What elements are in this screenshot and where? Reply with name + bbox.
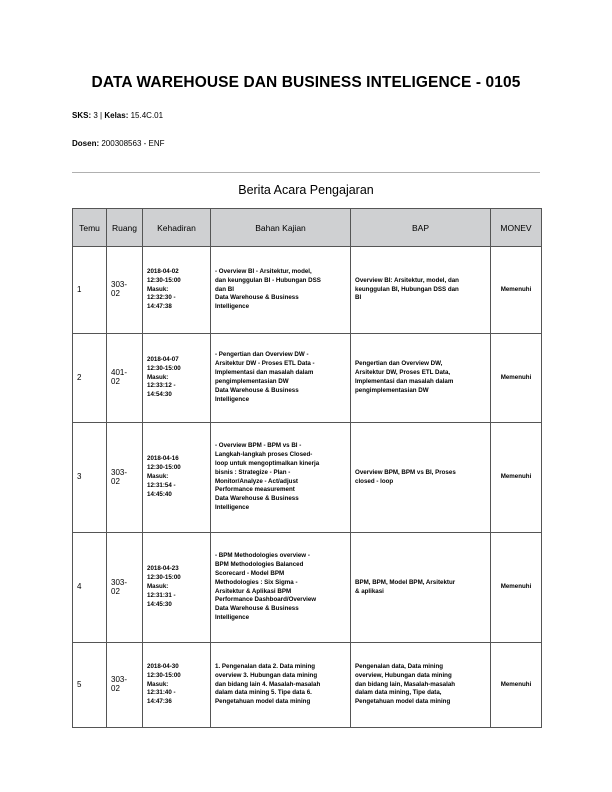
cell-kehadiran-line: 12:31:40 - [147,689,176,697]
kelas-value: 15.4C.01 [130,111,164,120]
cell-ruang-line: 303- [111,281,128,290]
cell-bahan-kajian-line: Monitor/Analyze - Act/adjust [215,477,298,485]
cell-bahan-kajian-line: - BPM Methodologies overview - [215,551,310,559]
cell-bahan-kajian-line: pengimplementasian DW [215,378,289,385]
cell-bahan-kajian-line: loop untuk mengoptimalkan kinerja [215,459,320,467]
cell-kehadiran-line: Masuk: [147,473,169,481]
cell-ruang-line: 02 [111,477,120,486]
cell-bap [351,423,491,533]
table-row [73,533,542,643]
header-ruang: Ruang [107,209,143,247]
cell-kehadiran [143,423,211,533]
section-title: Berita Acara Pengajaran [238,183,374,197]
cell-bap-line: Pengenalan data, Data mining [355,662,444,670]
cell-temu: 4 [73,533,107,643]
cell-kehadiran-line: 2018-04-16 [147,455,179,463]
cell-monev: Memenuhi [491,643,542,728]
cell-ruang-line: 401- [111,369,128,378]
cell-ruang-line: 303- [111,676,128,685]
cell-kehadiran-line: 12:33:12 - [147,382,176,390]
cell-ruang-line: 02 [111,685,120,693]
cell-ruang-line: 02 [111,378,120,386]
cell-bap-line: Overview BI: Arsitektur, model, dan [355,276,459,284]
kelas-label: Kelas: [104,111,129,120]
table-row [73,643,542,728]
cell-temu: 3 [73,423,107,533]
cell-bap [351,334,491,423]
course-meta-sks-kelas [72,111,163,120]
cell-bahan-kajian-line: Intelligence [215,614,250,622]
teaching-record-table [72,208,542,728]
cell-bahan-kajian [211,533,351,643]
cell-bap-line: & aplikasi [355,587,384,595]
course-title: DATA WAREHOUSE DAN BUSINESS INTELIGENCE - 0105 [91,74,521,91]
cell-bahan-kajian-line: dalam data mining 5. Tipe data 6. [215,689,312,697]
cell-kehadiran-line: 2018-04-02 [147,267,179,275]
cell-bahan-kajian-line: dan bidang lain 4. Masalah-masalah [215,680,321,688]
cell-kehadiran-line: 14:54:30 [147,391,172,399]
cell-bap-line: dan bidang lain, Masalah-masalah [355,680,456,688]
cell-ruang-line: 303- [111,578,128,587]
sks-label: SKS: [72,111,92,120]
divider [72,172,540,173]
cell-kehadiran-line: 14:45:40 [147,490,172,498]
cell-kehadiran [143,334,211,423]
cell-kehadiran-line: Masuk: [147,680,169,688]
cell-kehadiran [143,643,211,728]
dosen-label: Dosen: [72,139,100,148]
cell-bahan-kajian-line: Langkah-langkah proses Closed- [215,450,313,458]
cell-bap-line: Pengertian dan Overview DW, [355,360,443,368]
cell-bahan-kajian [211,423,351,533]
cell-kehadiran-line: 14:45:30 [147,600,172,608]
cell-bahan-kajian-line: Performance measurement [215,486,295,494]
sks-value: 3 [93,111,98,120]
cell-temu: 2 [73,334,107,423]
cell-ruang-line: 303- [111,468,128,477]
cell-bahan-kajian-line: dan keunggulan BI - Hubungan DSS [215,276,321,284]
cell-bahan-kajian-line: 1. Pengenalan data 2. Data mining [215,662,316,670]
cell-kehadiran-line: Masuk: [147,373,169,381]
cell-bahan-kajian-line: Implementasi dan masalah dalam [215,369,314,377]
table-row [73,334,542,423]
cell-bahan-kajian [211,247,351,334]
cell-temu: 1 [73,247,107,334]
cell-bahan-kajian-line: Arsitektur DW - Proses ETL Data - [215,360,315,368]
table-row [73,423,542,533]
cell-kehadiran-line: 12:31:31 - [147,591,176,599]
cell-bap [351,533,491,643]
cell-bap-line: Implementasi dan masalah dalam [355,378,454,385]
cell-bap-line: dalam data mining, Tipe data, [355,689,442,697]
cell-bahan-kajian [211,643,351,728]
cell-bahan-kajian-line: - Pengertian dan Overview DW - [215,351,309,359]
cell-bahan-kajian-line: overview 3. Hubungan data mining [215,671,318,679]
cell-bahan-kajian-line: BPM Methodologies Balanced [215,560,304,568]
dosen-value: 200308563 - ENF [101,139,165,148]
cell-monev: Memenuhi [491,334,542,423]
cell-bahan-kajian-line: - Overview BI - Arsitektur, model, [215,267,312,275]
cell-bahan-kajian-line: Pengetahuan model data mining [215,698,311,706]
course-meta-dosen [72,139,165,148]
cell-monev: Memenuhi [491,247,542,334]
cell-bap-line: Pengetahuan model data mining [355,698,451,706]
cell-kehadiran-line: 12:30-15:00 [147,671,181,679]
cell-kehadiran-line: 12:30-15:00 [147,464,181,472]
cell-bap-line: Arsitektur DW, Proses ETL Data, [355,369,451,377]
cell-bap-line: BPM, BPM, Model BPM, Arsitektur [355,578,456,586]
cell-kehadiran [143,533,211,643]
cell-bahan-kajian-line: Data Warehouse & Business [215,294,299,302]
cell-bahan-kajian-line: Performance Dashboard/Overview [215,596,317,604]
table-row [73,247,542,334]
cell-bahan-kajian-line: Scorecard - Model BPM [215,569,285,577]
cell-monev: Memenuhi [491,533,542,643]
cell-bap [351,247,491,334]
table-header-row [73,209,542,247]
header-kehadiran: Kehadiran [143,209,211,247]
cell-bap-line: BI [355,294,362,302]
cell-ruang-line: 02 [111,587,120,596]
header-bahan-kajian: Bahan Kajian [211,209,351,247]
cell-bahan-kajian-line: Data Warehouse & Business [215,386,299,394]
cell-bahan-kajian-line: Data Warehouse & Business [215,495,299,503]
cell-bahan-kajian-line: Data Warehouse & Business [215,605,299,613]
cell-bap-line: closed - loop [355,477,394,485]
cell-bahan-kajian-line: Intelligence [215,303,250,311]
cell-kehadiran-line: 14:47:38 [147,303,172,311]
cell-kehadiran-line: 14:47:36 [147,698,172,706]
header-monev: MONEV [491,209,542,247]
cell-kehadiran-line: Masuk: [147,285,169,293]
cell-ruang [107,423,143,533]
header-temu: Temu [73,209,107,247]
cell-bap-line: Overview BPM, BPM vs BI, Proses [355,468,456,476]
cell-bahan-kajian-line: dan BI [215,285,234,293]
cell-kehadiran-line: 12:31:54 - [147,481,176,489]
cell-kehadiran-line: 12:30-15:00 [147,364,181,372]
cell-ruang [107,533,143,643]
cell-bahan-kajian-line: Intelligence [215,395,250,403]
cell-kehadiran-line: Masuk: [147,583,169,591]
cell-bap-line: pengimplementasian DW [355,386,429,394]
cell-ruang [107,643,143,728]
table-body [73,247,542,728]
cell-bahan-kajian [211,334,351,423]
cell-ruang-line: 02 [111,290,120,298]
cell-bap-line: keunggulan BI, Hubungan DSS dan [355,285,459,293]
cell-kehadiran-line: 2018-04-07 [147,355,179,363]
cell-kehadiran-line: 12:30-15:00 [147,276,181,284]
cell-bahan-kajian-line: Intelligence [215,504,250,512]
cell-bahan-kajian-line: - Overview BPM - BPM vs BI - [215,441,302,449]
cell-bap [351,643,491,728]
cell-bahan-kajian-line: Methodologies : Six Sigma - [215,578,298,586]
meta-separator: | [100,111,103,120]
cell-kehadiran-line: 12:30-15:00 [147,574,181,582]
cell-bap-line: overview, Hubungan data mining [355,671,452,679]
cell-kehadiran-line: 2018-04-23 [147,565,179,573]
cell-kehadiran-line: 12:32:30 - [147,294,176,302]
cell-kehadiran-line: 2018-04-30 [147,662,179,670]
cell-bahan-kajian-line: bisnis : Strategize - Plan - [215,468,291,476]
cell-ruang [107,334,143,423]
cell-temu: 5 [73,643,107,728]
cell-kehadiran [143,247,211,334]
cell-monev: Memenuhi [491,423,542,533]
cell-ruang [107,247,143,334]
cell-bahan-kajian-line: Arsitektur & Aplikasi BPM [215,587,292,595]
header-bap: BAP [351,209,491,247]
